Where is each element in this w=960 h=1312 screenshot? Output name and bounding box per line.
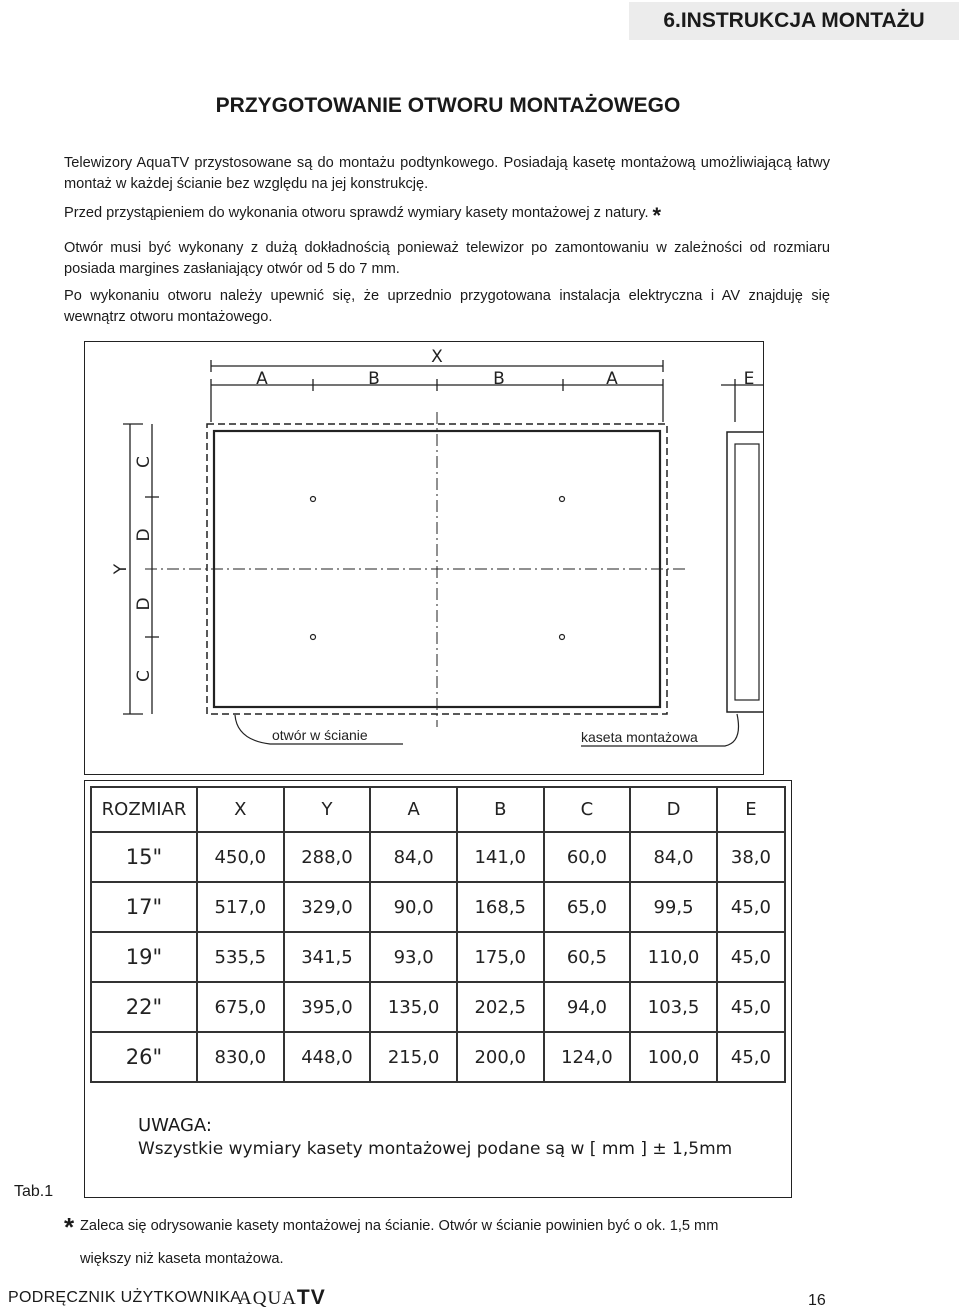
table-cell: 84,0 [370,832,457,882]
table-cell: 60,5 [544,932,631,982]
footer-manual-title: PODRĘCZNIK UŻYTKOWNIKA [8,1289,242,1306]
dim-e-label: E [743,369,755,389]
dimensions-table-box [84,780,792,1198]
header-cell: E [717,787,785,832]
note-title: UWAGA: [138,1115,212,1136]
table-cell: 141,0 [457,832,544,882]
dim-y-label: Y [111,563,131,575]
dim-c-bottom-label: C [134,670,154,682]
dimensions-table [90,786,786,1083]
cassette-label: kaseta montażowa [581,729,698,745]
table-cell: 45,0 [717,882,785,932]
table-cell: 100,0 [630,1032,717,1082]
table-cell: 135,0 [370,982,457,1032]
footnote-asterisk: * [64,1212,75,1242]
dim-b-left-label: B [368,369,380,389]
asterisk-mark: * [652,203,662,228]
table-cell: 99,5 [630,882,717,932]
table-cell: 65,0 [544,882,631,932]
table-cell: 26" [91,1032,197,1082]
hole-label: otwór w ścianie [272,727,368,743]
header-cell: A [370,787,457,832]
accuracy-paragraph: Otwór musi być wykonany z dużą dokładnością ponieważ telewizor po zamontowaniu w zależności od rozmiaru posiada margines zasłaniający otwór od 5 do 7 mm. [64,240,830,277]
table-cell: 60,0 [544,832,631,882]
table-header-row [91,787,785,832]
table-cell: 84,0 [630,832,717,882]
technical-drawing [85,342,763,774]
table-row [91,932,785,982]
table-cell: 448,0 [284,1032,371,1082]
table-cell: 395,0 [284,982,371,1032]
page-number: 16 [808,1292,826,1309]
dim-x-label: X [431,347,443,367]
table-cell: 675,0 [197,982,284,1032]
table-row [91,982,785,1032]
table-cell: 94,0 [544,982,631,1032]
table-cell: 90,0 [370,882,457,932]
table-cell: 329,0 [284,882,371,932]
header-cell: Y [284,787,371,832]
table-cell: 215,0 [370,1032,457,1082]
table-cell: 200,0 [457,1032,544,1082]
table-row [91,832,785,882]
table-cell: 124,0 [544,1032,631,1082]
table-cell: 45,0 [717,982,785,1032]
logo-text: AQUA [238,1288,297,1309]
table-cell: 93,0 [370,932,457,982]
intro-paragraph: Telewizory AquaTV przystosowane są do montażu podtynkowego. Posiadają kasetę montażową umożliwiającą łatwy montaż w każdej ścianie bez względu na jej konstrukcję. [64,155,830,192]
header-cell: D [630,787,717,832]
table-cell: 110,0 [630,932,717,982]
table-cell: 168,5 [457,882,544,932]
section-header: 6.INSTRUKCJA MONTAŻU [629,2,959,40]
dim-c-top-label: C [134,456,154,468]
table-cell: 15" [91,832,197,882]
logo-bold-text: TV [296,1286,326,1309]
header-cell: C [544,787,631,832]
table-cell: 830,0 [197,1032,284,1082]
table-cell: 103,5 [630,982,717,1032]
header-cell: X [197,787,284,832]
header-cell: B [457,787,544,832]
table-cell: 17" [91,882,197,932]
table-cell: 535,5 [197,932,284,982]
table-cell: 45,0 [717,932,785,982]
table-cell: 341,5 [284,932,371,982]
mounting-hole-drawing [84,341,764,775]
table-cell: 19" [91,932,197,982]
table-row [91,882,785,932]
table-cell: 45,0 [717,1032,785,1082]
installation-paragraph: Po wykonaniu otworu należy upewnić się, że uprzednio przygotowana instalacja elektryczna i AV znajduję się wewnątrz otworu montażowego. [64,288,830,325]
dim-b-right-label: B [493,369,505,389]
dim-a-right-label: A [606,369,618,389]
dim-d-bottom-label: D [134,597,154,611]
note-text: Wszystkie wymiary kasety montażowej podane są w [ mm ] ± 1,5mm [138,1139,733,1159]
table-cell: 517,0 [197,882,284,932]
check-dimensions-paragraph [64,203,830,227]
table-caption: Tab.1 [14,1183,54,1200]
table-cell: 38,0 [717,832,785,882]
footnote-line-2: większy niż kaseta montażowa. [80,1251,284,1267]
table-row [91,1032,785,1082]
check-dimensions-text: Przed przystąpieniem do wykonania otworu sprawdź wymiary kasety montażowej z natury. [64,205,649,221]
table-cell: 288,0 [284,832,371,882]
aquatv-logo [238,1286,326,1310]
table-cell: 175,0 [457,932,544,982]
page-title: PRZYGOTOWANIE OTWORU MONTAŻOWEGO [215,94,681,117]
footnote-line-1: Zaleca się odrysowanie kasety montażowej na ścianie. Otwór w ścianie powinien być o ok. 1,5 mm [80,1218,719,1234]
table-cell: 202,5 [457,982,544,1032]
dim-d-top-label: D [134,528,154,542]
dim-a-left-label: A [256,369,268,389]
table-cell: 450,0 [197,832,284,882]
header-cell: ROZMIAR [91,787,197,832]
table-cell: 22" [91,982,197,1032]
